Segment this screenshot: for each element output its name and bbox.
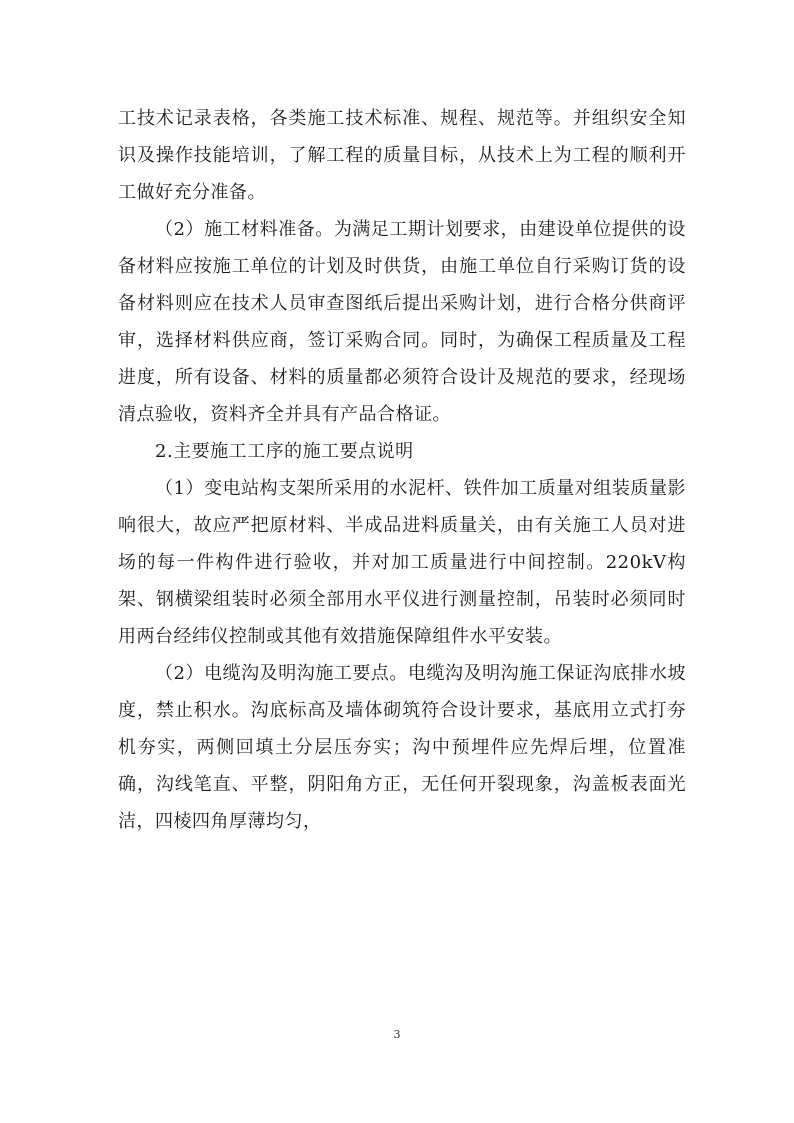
paragraph-material-preparation: （2）施工材料准备。为满足工期计划要求，由建设单位提供的设备材料应按施工单位的计划及时供货，由施工单位自行采购订货的设备材料则应在技术人员审查图纸后提出采购计划，进行合格分供商评审，选择材料供应商，签订采购合同。同时，为确保工程质量及工程进度，所有设备、材料的质量都必须符合设计及规范的要求，经现场清点验收，资料齐全并具有产品合格证。 [118, 219, 686, 425]
paragraph-cable-trench: （2）电缆沟及明沟施工要点。电缆沟及明沟施工保证沟底排水坡度，禁止积水。沟底标高及墙体砌筑符合设计要求，基底用立式打夯机夯实，两侧回填土分层压夯实；沟中预埋件应先焊后埋，位置准确，沟线笔直、平整，阴阳角方正，无任何开裂现象，沟盖板表面光洁，四棱四角厚薄均匀， [118, 663, 686, 832]
paragraph-substation-structure: （1）变电站构支架所采用的水泥杆、铁件加工质量对组装质量影响很大，故应严把原材料、半成品进料质量关，由有关施工人员对进场的每一件构件进行验收，并对加工质量进行中间控制。220kV构架、钢横梁组装时必须全部用水平仪进行测量控制，吊装时必须同时用两台经纬仪控制或其他有效措施保障组件水平安装。 [118, 478, 686, 647]
page-number: 3 [393, 1028, 401, 1041]
section-heading-key-points: 2.主要施工工序的施工要点说明 [155, 441, 414, 462]
body-text [118, 100, 686, 840]
paragraph-continued-prep: 工技术记录表格，各类施工技术标准、规程、规范等。并组织安全知识及操作技能培训，了解工程的质量目标，从技术上为工程的顺利开工做好充分准备。 [118, 108, 686, 203]
